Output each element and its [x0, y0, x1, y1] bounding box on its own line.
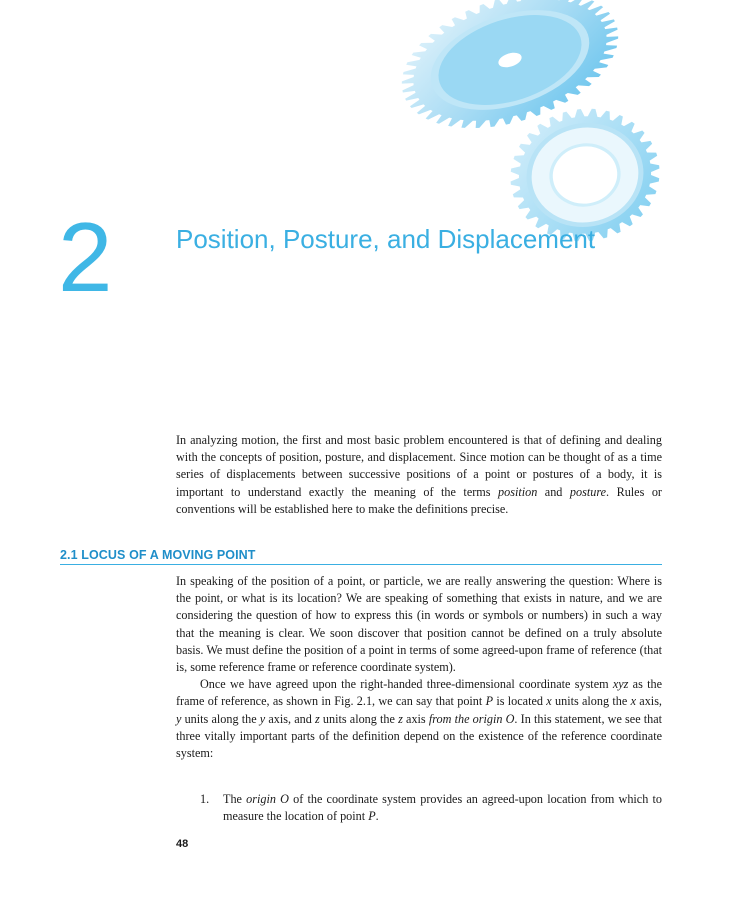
- math-var: z: [315, 711, 320, 726]
- text: of the coordinate system provides an agreed-upon location from which to measure the location of point: [223, 792, 662, 824]
- section-body: [176, 573, 662, 762]
- text: axis: [402, 711, 429, 726]
- text: axis,: [636, 694, 662, 709]
- intro-text: and: [537, 484, 570, 499]
- math-var: xyz: [612, 677, 629, 692]
- text: is located: [493, 694, 547, 709]
- section-heading-text: 2.1 LOCUS OF A MOVING POINT: [60, 548, 256, 562]
- text: .: [375, 809, 379, 824]
- math-var: P: [368, 809, 376, 824]
- list-item-number: 1.: [200, 792, 210, 806]
- list-item: [200, 791, 662, 825]
- intro-text: . Rules or conventions will be established here to make the definitions precise.: [176, 484, 662, 516]
- text: as the frame of reference, as shown in Fig. 2.1, we can say that point: [176, 677, 662, 709]
- math-var: x: [546, 694, 552, 709]
- math-var: z: [398, 711, 403, 726]
- page-number: 48: [176, 838, 189, 850]
- section-heading: [60, 546, 662, 565]
- term-posture: posture: [569, 484, 607, 499]
- math-var: y: [176, 711, 182, 726]
- chapter-intro: [176, 432, 662, 518]
- term-position: position: [498, 484, 538, 499]
- paragraph: In speaking of the position of a point, or particle, we are really answering the question: Where is the point, or what is its location? We are speaking of something that exists in nature, and we are considering the question of how to express this (in words or symbols or numbers) in such a way that the meaning is clear. We soon discover that position cannot be defined on a truly absolute basis. We must define the position of a point in terms of some agreed-upon frame of reference (that is, some reference frame or reference coordinate system).: [176, 574, 662, 675]
- math-var: y: [259, 711, 266, 726]
- intro-text: In analyzing motion, the first and most basic problem encountered is that of defining and dealing with the concepts of position, posture, and displacement. Since motion can be thought of as a time series of displacements between successive positions of a point or postures of a body, it is important to understand exactly the meaning of the terms: [176, 433, 662, 499]
- chapter-number: 2: [58, 202, 113, 312]
- emphasis: origin O: [246, 792, 289, 806]
- gears-decoration-icon: [370, 0, 690, 250]
- text: The: [223, 792, 247, 806]
- text: units along the: [181, 711, 260, 726]
- math-var: P: [485, 694, 494, 709]
- math-var: x: [630, 694, 636, 709]
- paragraph: [176, 676, 662, 762]
- text: units along the: [319, 711, 399, 726]
- text: axis, and: [265, 711, 315, 726]
- text: units along the: [551, 694, 631, 709]
- text: . In this statement, we see that three vitally important parts of the definition depend on the existence of the reference coordinate system:: [176, 711, 663, 761]
- text: Once we have agreed upon the right-handed three-dimensional coordinate system: [200, 677, 613, 692]
- list-item-body: [223, 791, 662, 825]
- chapter-title: Position, Posture, and Displacement: [176, 224, 596, 254]
- emphasis: from the origin O: [428, 711, 515, 726]
